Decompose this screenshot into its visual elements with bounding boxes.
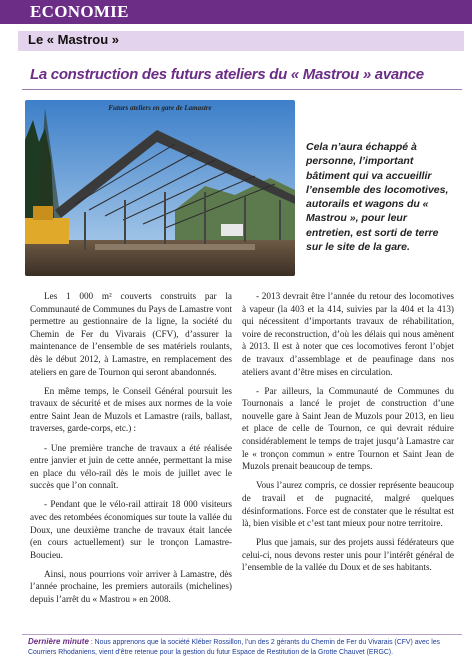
section-banner xyxy=(0,0,472,24)
article-column-right xyxy=(242,290,454,580)
paragraph: - Par ailleurs, la Communauté de Communes du Tournonais a lancé le projet de construction d’une nouvelle gare à Saint Jean de Muzols pour 2013, en lieu et place de celle de Tournon, ce qui devrait réduire considérablement le temps de trajet jusqu’à Lamastre car le « tronçon commun » entre Tournon et Saint Jean de Muzols prenait beaucoup de temps. xyxy=(242,385,454,472)
paragraph: - Une première tranche de travaux a été réalisée entre janvier et juin de cette année, permettant la mise en place du vélo-rail dès le mois de juillet avec le succès que l’on connaît. xyxy=(30,442,232,491)
paragraph: - 2013 devrait être l’année du retour des locomotives à vapeur (la 403 et la 414, suivies par la 404 et la 413) qui nécessitent d’importants travaux de réhabilitation, voire de reconstruction, d’où les délais qui nous amènent à 2013. Il est à noter que ces locomotives feront l’objet de travaux d’assemblage et de peaufinage dans nos ateliers avant d’être mises en circulation. xyxy=(242,291,454,377)
photo-caption: Futurs ateliers en gare de Lamastre xyxy=(108,104,212,112)
article-column-left xyxy=(30,290,232,612)
footer-text: : Nous apprenons que la société Kléber Rossillon, l’un des 2 gérants du Chemin de Fer du Vivarais (CFV) avec les Courriers Rhodaniens, vient d’être retenue pour la gestion du futur Espace de Restitution de la Grotte Chauvet (ERGC). xyxy=(28,639,440,656)
paragraph: Plus que jamais, sur des projets aussi fédérateurs que celui-ci, nous devons rester unis pour l’intérêt général de l’ensemble de la vallée du Doux et de ses habitants. xyxy=(242,537,454,573)
subsection-title: Le « Mastrou » xyxy=(28,32,120,47)
footer-label: Dernière minute xyxy=(28,637,89,646)
footer-rule xyxy=(22,634,462,635)
headline-rule xyxy=(22,89,462,90)
footer-note xyxy=(28,637,458,657)
construction-photo-image xyxy=(25,100,295,276)
paragraph: Les 1 000 m² couverts construits par la Communauté de Communes du Pays de Lamastre vont permettre au gestionnaire de la ligne, la société du Chemin de Fer du Vivarais (CFV), d’assurer la maintenance de l’ensemble de ses matériels roulants, dès le début 2012, à Lamastre, en remplacement des ateliers en gare de Tournon qui seront abandonnés. xyxy=(30,291,232,377)
construction-photo xyxy=(25,100,295,276)
section-title: ECONOMIE xyxy=(30,2,129,21)
subsection-bar xyxy=(18,31,464,51)
article-headline: La construction des futurs ateliers du « Mastrou » avance xyxy=(30,66,424,83)
paragraph: - Pendant que le vélo-rail attirait 18 000 visiteurs avec des retombées économiques sur toute la vallée du Doux, une deuxième tranche de travaux était lancée (en cours actuellement) sur le tronçon Lamastre-Boucieu. xyxy=(30,499,232,560)
paragraph: Vous l’aurez compris, ce dossier représente beaucoup de travail et de pugnacité, malgré quelques désinformations. Force est de constater que le résultat est là, bien visible et c’est tant mieux pour notre territoire. xyxy=(242,480,454,529)
pull-quote: Cela n’aura échappé à personne, l’important bâtiment qui va accueillir l’ensemble des locomotives, autorails et wagons du « Mastrou », pour leur entretien, est sorti de terre sur le site de la gare. xyxy=(306,141,449,254)
paragraph: Ainsi, nous pourrions voir arriver à Lamastre, dès l’année prochaine, les premiers autorails (michelines) depuis l’arrêt du « Mastrou » en 2008. xyxy=(30,568,232,605)
paragraph: En même temps, le Conseil Général poursuit les travaux de sécurité et de mises aux normes de la voie entre Saint Jean de Muzols et Lamastre (rails, ballast, traverses, garde-corps, etc.) : xyxy=(30,385,232,434)
